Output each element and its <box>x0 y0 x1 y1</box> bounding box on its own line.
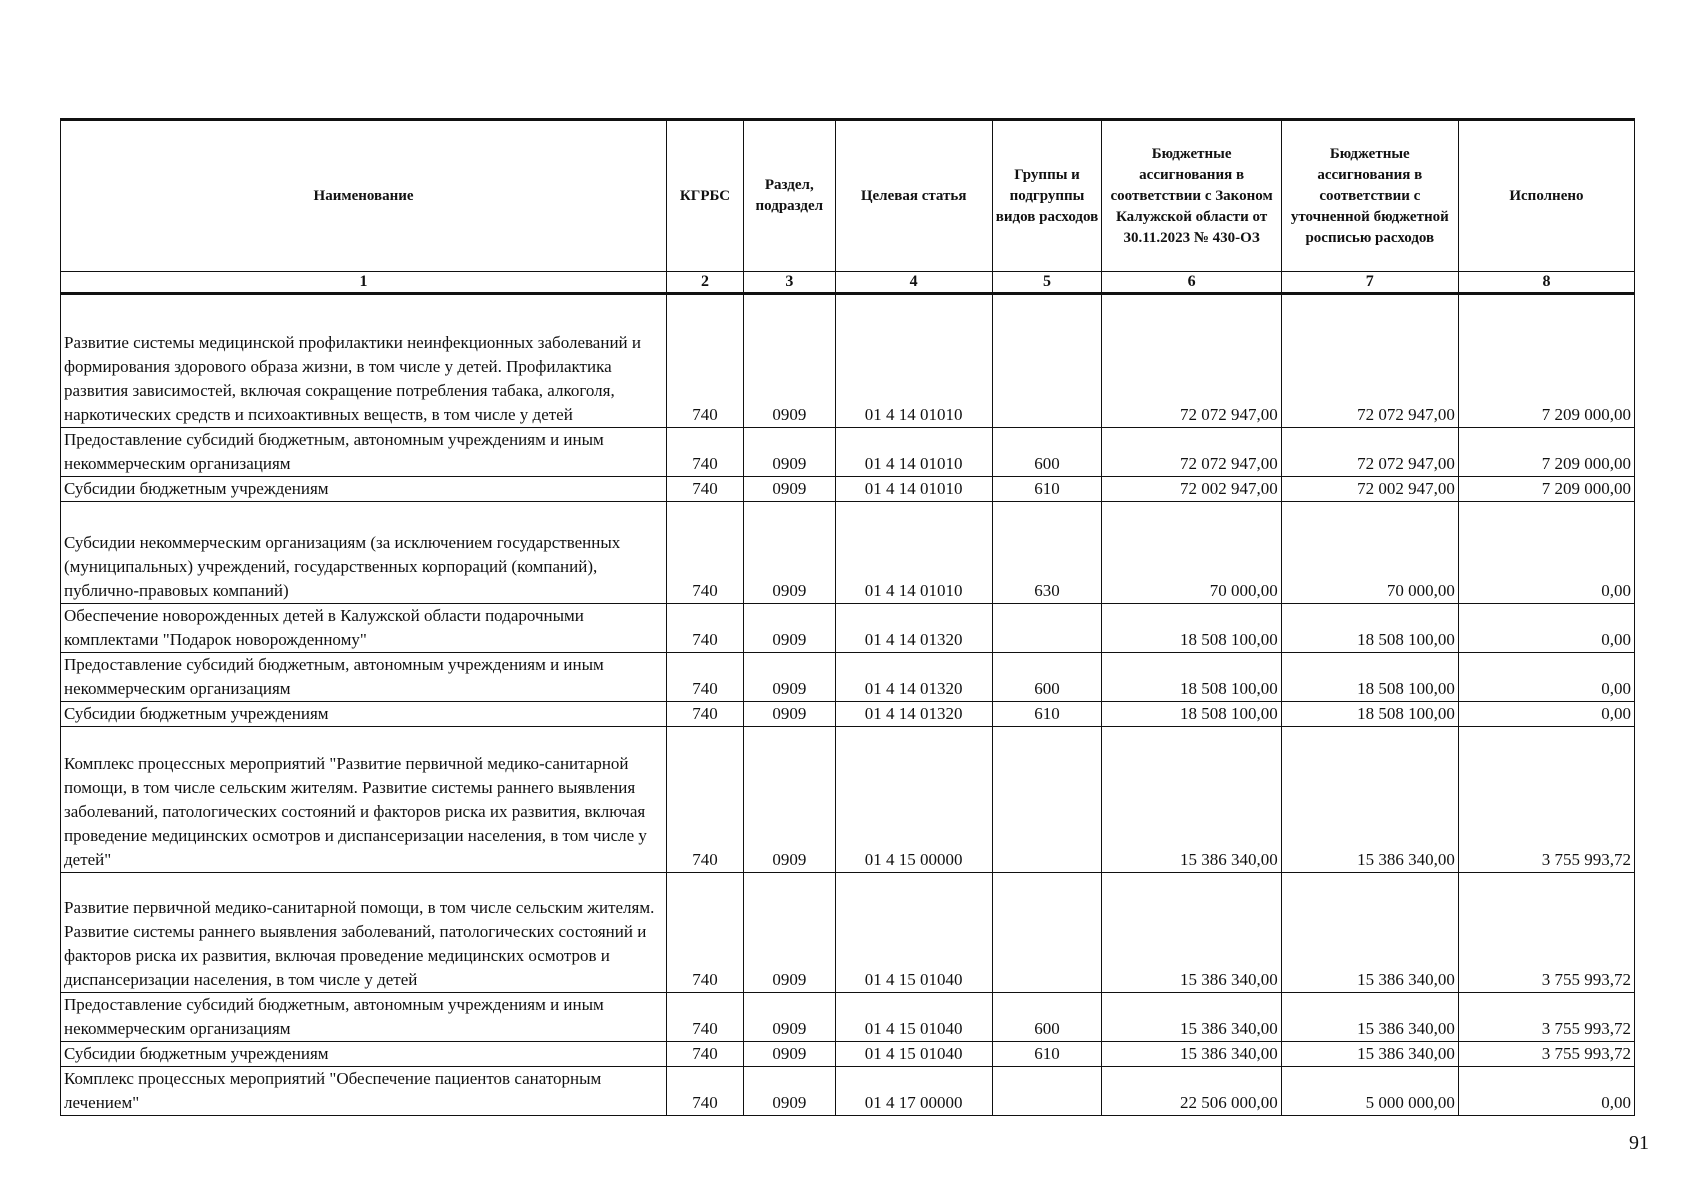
row-vid <box>992 873 1102 993</box>
row-statya: 01 4 15 01040 <box>835 1042 992 1067</box>
row-zakon: 15 386 340,00 <box>1102 873 1281 993</box>
row-rospis: 18 508 100,00 <box>1281 702 1458 727</box>
row-zakon: 15 386 340,00 <box>1102 1042 1281 1067</box>
row-kgrbs: 740 <box>667 727 744 873</box>
row-statya: 01 4 14 01010 <box>835 477 992 502</box>
row-rospis: 72 072 947,00 <box>1281 428 1458 477</box>
row-statya: 01 4 14 01010 <box>835 294 992 428</box>
row-statya: 01 4 14 01010 <box>835 428 992 477</box>
column-number: 1 <box>61 272 667 294</box>
row-razdel: 0909 <box>743 727 835 873</box>
row-statya: 01 4 15 01040 <box>835 873 992 993</box>
table-row <box>61 477 1635 502</box>
row-statya: 01 4 14 01320 <box>835 702 992 727</box>
row-ispolneno: 3 755 993,72 <box>1458 1042 1634 1067</box>
table-row <box>61 873 1635 993</box>
header-kgrbs: КГРБС <box>667 120 744 272</box>
row-zakon: 72 072 947,00 <box>1102 428 1281 477</box>
row-rospis: 15 386 340,00 <box>1281 727 1458 873</box>
row-name: Комплекс процессных мероприятий "Развитие первичной медико-санитарной помощи, в том числе сельским жителям. Развитие системы раннего выявления заболеваний, патологических состояний и факторов риска их развития, включая проведение медицинских осмотров и диспансеризации населения, в том числе у детей" <box>61 727 667 873</box>
row-vid <box>992 727 1102 873</box>
row-zakon: 15 386 340,00 <box>1102 727 1281 873</box>
row-name: Развитие системы медицинской профилактики неинфекционных заболеваний и формирования здорового образа жизни, в том числе у детей. Профилактика развития зависимостей, включая сокращение потребления табака, алкоголя, наркотических средств и психоактивных веществ, в том числе у детей <box>61 294 667 428</box>
table-row <box>61 1067 1635 1116</box>
row-razdel: 0909 <box>743 604 835 653</box>
row-rospis: 15 386 340,00 <box>1281 993 1458 1042</box>
header-rospis: Бюджетные ассигнования в соответствии с уточненной бюджетной росписью расходов <box>1281 120 1458 272</box>
row-rospis: 18 508 100,00 <box>1281 604 1458 653</box>
row-rospis: 72 002 947,00 <box>1281 477 1458 502</box>
header-statya: Целевая статья <box>835 120 992 272</box>
row-vid: 600 <box>992 428 1102 477</box>
row-kgrbs: 740 <box>667 428 744 477</box>
row-rospis: 72 072 947,00 <box>1281 294 1458 428</box>
table-row <box>61 702 1635 727</box>
row-statya: 01 4 15 00000 <box>835 727 992 873</box>
column-number: 7 <box>1281 272 1458 294</box>
row-ispolneno: 3 755 993,72 <box>1458 993 1634 1042</box>
row-razdel: 0909 <box>743 428 835 477</box>
row-vid: 600 <box>992 993 1102 1042</box>
row-razdel: 0909 <box>743 873 835 993</box>
row-razdel: 0909 <box>743 294 835 428</box>
row-zakon: 18 508 100,00 <box>1102 653 1281 702</box>
row-name: Развитие первичной медико-санитарной помощи, в том числе сельским жителям. Развитие системы раннего выявления заболеваний, патологических состояний и факторов риска их развития, включая проведение медицинских осмотров и диспансеризации населения, в том числе у детей <box>61 873 667 993</box>
row-name: Предоставление субсидий бюджетным, автономным учреждениям и иным некоммерческим организациям <box>61 653 667 702</box>
row-rospis: 18 508 100,00 <box>1281 653 1458 702</box>
row-ispolneno: 0,00 <box>1458 1067 1634 1116</box>
header-ispolneno: Исполнено <box>1458 120 1634 272</box>
column-number: 8 <box>1458 272 1634 294</box>
column-number: 2 <box>667 272 744 294</box>
row-zakon: 22 506 000,00 <box>1102 1067 1281 1116</box>
row-name: Обеспечение новорожденных детей в Калужской области подарочными комплектами "Подарок новорожденному" <box>61 604 667 653</box>
row-statya: 01 4 14 01320 <box>835 604 992 653</box>
row-rospis: 5 000 000,00 <box>1281 1067 1458 1116</box>
row-vid <box>992 1067 1102 1116</box>
row-kgrbs: 740 <box>667 873 744 993</box>
row-rospis: 15 386 340,00 <box>1281 1042 1458 1067</box>
row-ispolneno: 7 209 000,00 <box>1458 428 1634 477</box>
header-razdel: Раздел, подраздел <box>743 120 835 272</box>
row-razdel: 0909 <box>743 702 835 727</box>
budget-table <box>60 118 1635 1116</box>
row-zakon: 72 002 947,00 <box>1102 477 1281 502</box>
row-razdel: 0909 <box>743 477 835 502</box>
row-vid <box>992 294 1102 428</box>
row-name: Предоставление субсидий бюджетным, автономным учреждениям и иным некоммерческим организациям <box>61 428 667 477</box>
row-ispolneno: 0,00 <box>1458 502 1634 604</box>
row-rospis: 15 386 340,00 <box>1281 873 1458 993</box>
row-name: Субсидии бюджетным учреждениям <box>61 702 667 727</box>
row-ispolneno: 3 755 993,72 <box>1458 727 1634 873</box>
row-ispolneno: 3 755 993,72 <box>1458 873 1634 993</box>
row-name: Субсидии бюджетным учреждениям <box>61 1042 667 1067</box>
row-name: Субсидии бюджетным учреждениям <box>61 477 667 502</box>
row-kgrbs: 740 <box>667 604 744 653</box>
table-row <box>61 428 1635 477</box>
row-vid: 600 <box>992 653 1102 702</box>
table-row <box>61 294 1635 428</box>
page-number: 91 <box>1629 1132 1649 1154</box>
table-row <box>61 1042 1635 1067</box>
row-vid: 610 <box>992 702 1102 727</box>
row-vid: 610 <box>992 477 1102 502</box>
table-row <box>61 993 1635 1042</box>
table-row <box>61 604 1635 653</box>
header-zakon: Бюджетные ассигнования в соответствии с Законом Калужской области от 30.11.2023 № 430-ОЗ <box>1102 120 1281 272</box>
row-zakon: 70 000,00 <box>1102 502 1281 604</box>
row-kgrbs: 740 <box>667 1067 744 1116</box>
row-ispolneno: 0,00 <box>1458 702 1634 727</box>
column-number: 6 <box>1102 272 1281 294</box>
row-zakon: 18 508 100,00 <box>1102 702 1281 727</box>
row-kgrbs: 740 <box>667 653 744 702</box>
row-ispolneno: 0,00 <box>1458 653 1634 702</box>
row-zakon: 18 508 100,00 <box>1102 604 1281 653</box>
row-statya: 01 4 14 01320 <box>835 653 992 702</box>
header-vid: Группы и подгруппы видов расходов <box>992 120 1102 272</box>
row-razdel: 0909 <box>743 1042 835 1067</box>
table-header-row <box>61 120 1635 272</box>
row-ispolneno: 7 209 000,00 <box>1458 477 1634 502</box>
row-kgrbs: 740 <box>667 294 744 428</box>
row-vid: 610 <box>992 1042 1102 1067</box>
row-name: Предоставление субсидий бюджетным, автономным учреждениям и иным некоммерческим организациям <box>61 993 667 1042</box>
row-kgrbs: 740 <box>667 502 744 604</box>
table-row <box>61 727 1635 873</box>
column-number-row <box>61 272 1635 294</box>
row-razdel: 0909 <box>743 1067 835 1116</box>
row-statya: 01 4 15 01040 <box>835 993 992 1042</box>
row-kgrbs: 740 <box>667 702 744 727</box>
row-name: Субсидии некоммерческим организациям (за исключением государственных (муниципальных) учреждений, государственных корпораций (компаний), публично-правовых компаний) <box>61 502 667 604</box>
row-vid <box>992 604 1102 653</box>
row-rospis: 70 000,00 <box>1281 502 1458 604</box>
row-name: Комплекс процессных мероприятий "Обеспечение пациентов санаторным лечением" <box>61 1067 667 1116</box>
table-row <box>61 653 1635 702</box>
row-razdel: 0909 <box>743 993 835 1042</box>
row-statya: 01 4 14 01010 <box>835 502 992 604</box>
row-razdel: 0909 <box>743 653 835 702</box>
header-name: Наименование <box>61 120 667 272</box>
table-row <box>61 502 1635 604</box>
column-number: 5 <box>992 272 1102 294</box>
row-razdel: 0909 <box>743 502 835 604</box>
column-number: 4 <box>835 272 992 294</box>
row-zakon: 72 072 947,00 <box>1102 294 1281 428</box>
row-zakon: 15 386 340,00 <box>1102 993 1281 1042</box>
row-statya: 01 4 17 00000 <box>835 1067 992 1116</box>
column-number: 3 <box>743 272 835 294</box>
row-kgrbs: 740 <box>667 1042 744 1067</box>
row-kgrbs: 740 <box>667 477 744 502</box>
row-vid: 630 <box>992 502 1102 604</box>
row-ispolneno: 7 209 000,00 <box>1458 294 1634 428</box>
row-kgrbs: 740 <box>667 993 744 1042</box>
row-ispolneno: 0,00 <box>1458 604 1634 653</box>
